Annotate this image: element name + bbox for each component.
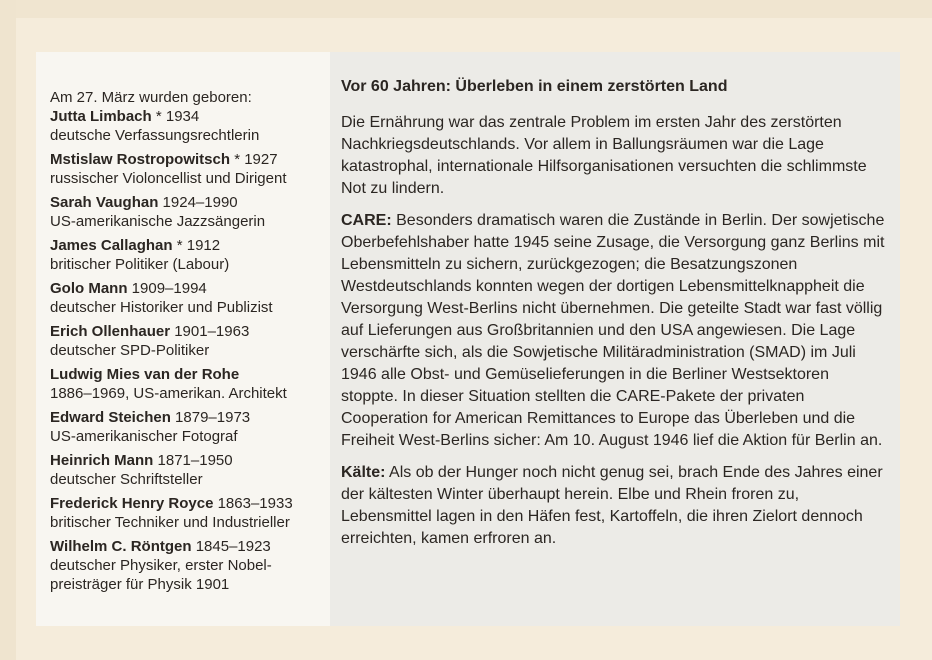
birth-entry: [50, 322, 330, 360]
article-paragraph-intro: Die Ernährung war das zentrale Problem im ersten Jahr des zerstörten Nachkriegsdeutschlands. Vor allem in Ballungsräumen war die Lage katastrophal, internationale Hilfsorganisationen versuchten die schlimmste Not zu lindern.: [341, 114, 867, 197]
birth-entry: [50, 494, 330, 532]
person-name: Wilhelm C. Röntgen: [50, 538, 192, 555]
article-title: Vor 60 Jahren: Überleben in einem zerstörten Land: [341, 78, 728, 95]
person-dates: * 1912: [172, 237, 221, 254]
person-desc: deutscher SPD-Politiker: [50, 342, 210, 359]
person-name: James Callaghan: [50, 237, 173, 254]
person-dates: 1879–1973: [170, 409, 251, 426]
care-text: Besonders dramatisch waren die Zustände in Berlin. Der sowjetische Oberbefehlshaber hatte 1945 seine Zusage, die Versorgung ganz Berlins mit Lebensmitteln zu sichern, zurückgezogen; die Besatzungszonen Westdeutschlands konnten wegen der dortigen Lebensmittelknappheit die Versorgung West-Berlins nicht übernehmen. Die geteilte Stadt war fast völlig auf Lieferungen aus Großbritannien und den USA angewiesen. Die Lage verschärfte sich, als die Sowjetische Militäradministration (SMAD) im Juli 1946 alle Obst- und Gemüselieferungen in die Berliner Westsektoren stoppte. In dieser Situation stellten die CARE-Pakete der privaten Cooperation for American Remittances to Europe das Überleben und die Freiheit West-Berlins sicher: Am 10. August 1946 lief die Aktion für Berlin an.: [341, 212, 885, 449]
person-desc: deutscher Schriftsteller: [50, 471, 203, 488]
birth-entry: [50, 107, 330, 145]
birth-entry: [50, 537, 330, 594]
person-desc: britischer Politiker (Labour): [50, 256, 230, 273]
person-dates: * 1927: [230, 151, 278, 168]
person-dates: 1909–1994: [127, 280, 207, 297]
birth-entry: [50, 408, 330, 446]
person-dates: 1863–1933: [213, 495, 293, 512]
person-name: Erich Ollenhauer: [50, 323, 171, 340]
person-desc: deutsche Verfassungsrechtlerin: [50, 127, 260, 144]
person-desc: deutscher Physiker, erster Nobel- preisträger für Physik 1901: [50, 557, 272, 593]
article-paragraph-care: [341, 210, 889, 452]
person-desc: russischer Violoncellist und Dirigent: [50, 170, 287, 187]
birth-entry: [50, 150, 330, 188]
person-name: Frederick Henry Royce: [50, 495, 214, 512]
person-desc: deutscher Historiker und Publizist: [50, 299, 273, 316]
article: [341, 76, 889, 560]
care-label: CARE:: [341, 212, 392, 229]
person-desc: britischer Techniker und Industrieller: [50, 514, 290, 531]
births-intro: Am 27. März wurden geboren:: [50, 89, 252, 106]
person-name: Ludwig Mies van der Rohe: [50, 366, 240, 383]
person-name: Heinrich Mann: [50, 452, 154, 469]
card-border-top: [0, 0, 932, 18]
birth-entry: [50, 451, 330, 489]
card-border-left: [0, 0, 16, 660]
births-list: [50, 88, 330, 599]
birth-entry: [50, 193, 330, 231]
person-name: Golo Mann: [50, 280, 128, 297]
person-dates: * 1934: [151, 108, 200, 125]
person-desc: US-amerikanische Jazzsängerin: [50, 213, 266, 230]
kaelte-text: Als ob der Hunger noch nicht genug sei, brach Ende des Jahres einer der kältesten Winter überhaupt herein. Elbe und Rhein froren zu, Lebensmittel lagen in den Häfen fest, Kartoffeln, die ihren Zielort dennoch erreichten, kamen erfroren an.: [341, 464, 883, 547]
kaelte-label: Kälte:: [341, 464, 386, 481]
person-name: Jutta Limbach: [50, 108, 152, 125]
person-name: Edward Steichen: [50, 409, 171, 426]
article-paragraph-kaelte: [341, 462, 889, 550]
birth-entry: [50, 279, 330, 317]
person-dates: 1901–1963: [170, 323, 250, 340]
person-desc: 1886–1969, US-amerikan. Architekt: [50, 385, 287, 402]
person-dates: 1845–1923: [191, 538, 271, 555]
person-desc: US-amerikanischer Fotograf: [50, 428, 238, 445]
person-dates: 1924–1990: [158, 194, 238, 211]
birth-entry: [50, 236, 330, 274]
birth-entry: [50, 365, 330, 403]
person-name: Sarah Vaughan: [50, 194, 159, 211]
person-dates: 1871–1950: [153, 452, 233, 469]
person-name: Mstislaw Rostropowitsch: [50, 151, 231, 168]
